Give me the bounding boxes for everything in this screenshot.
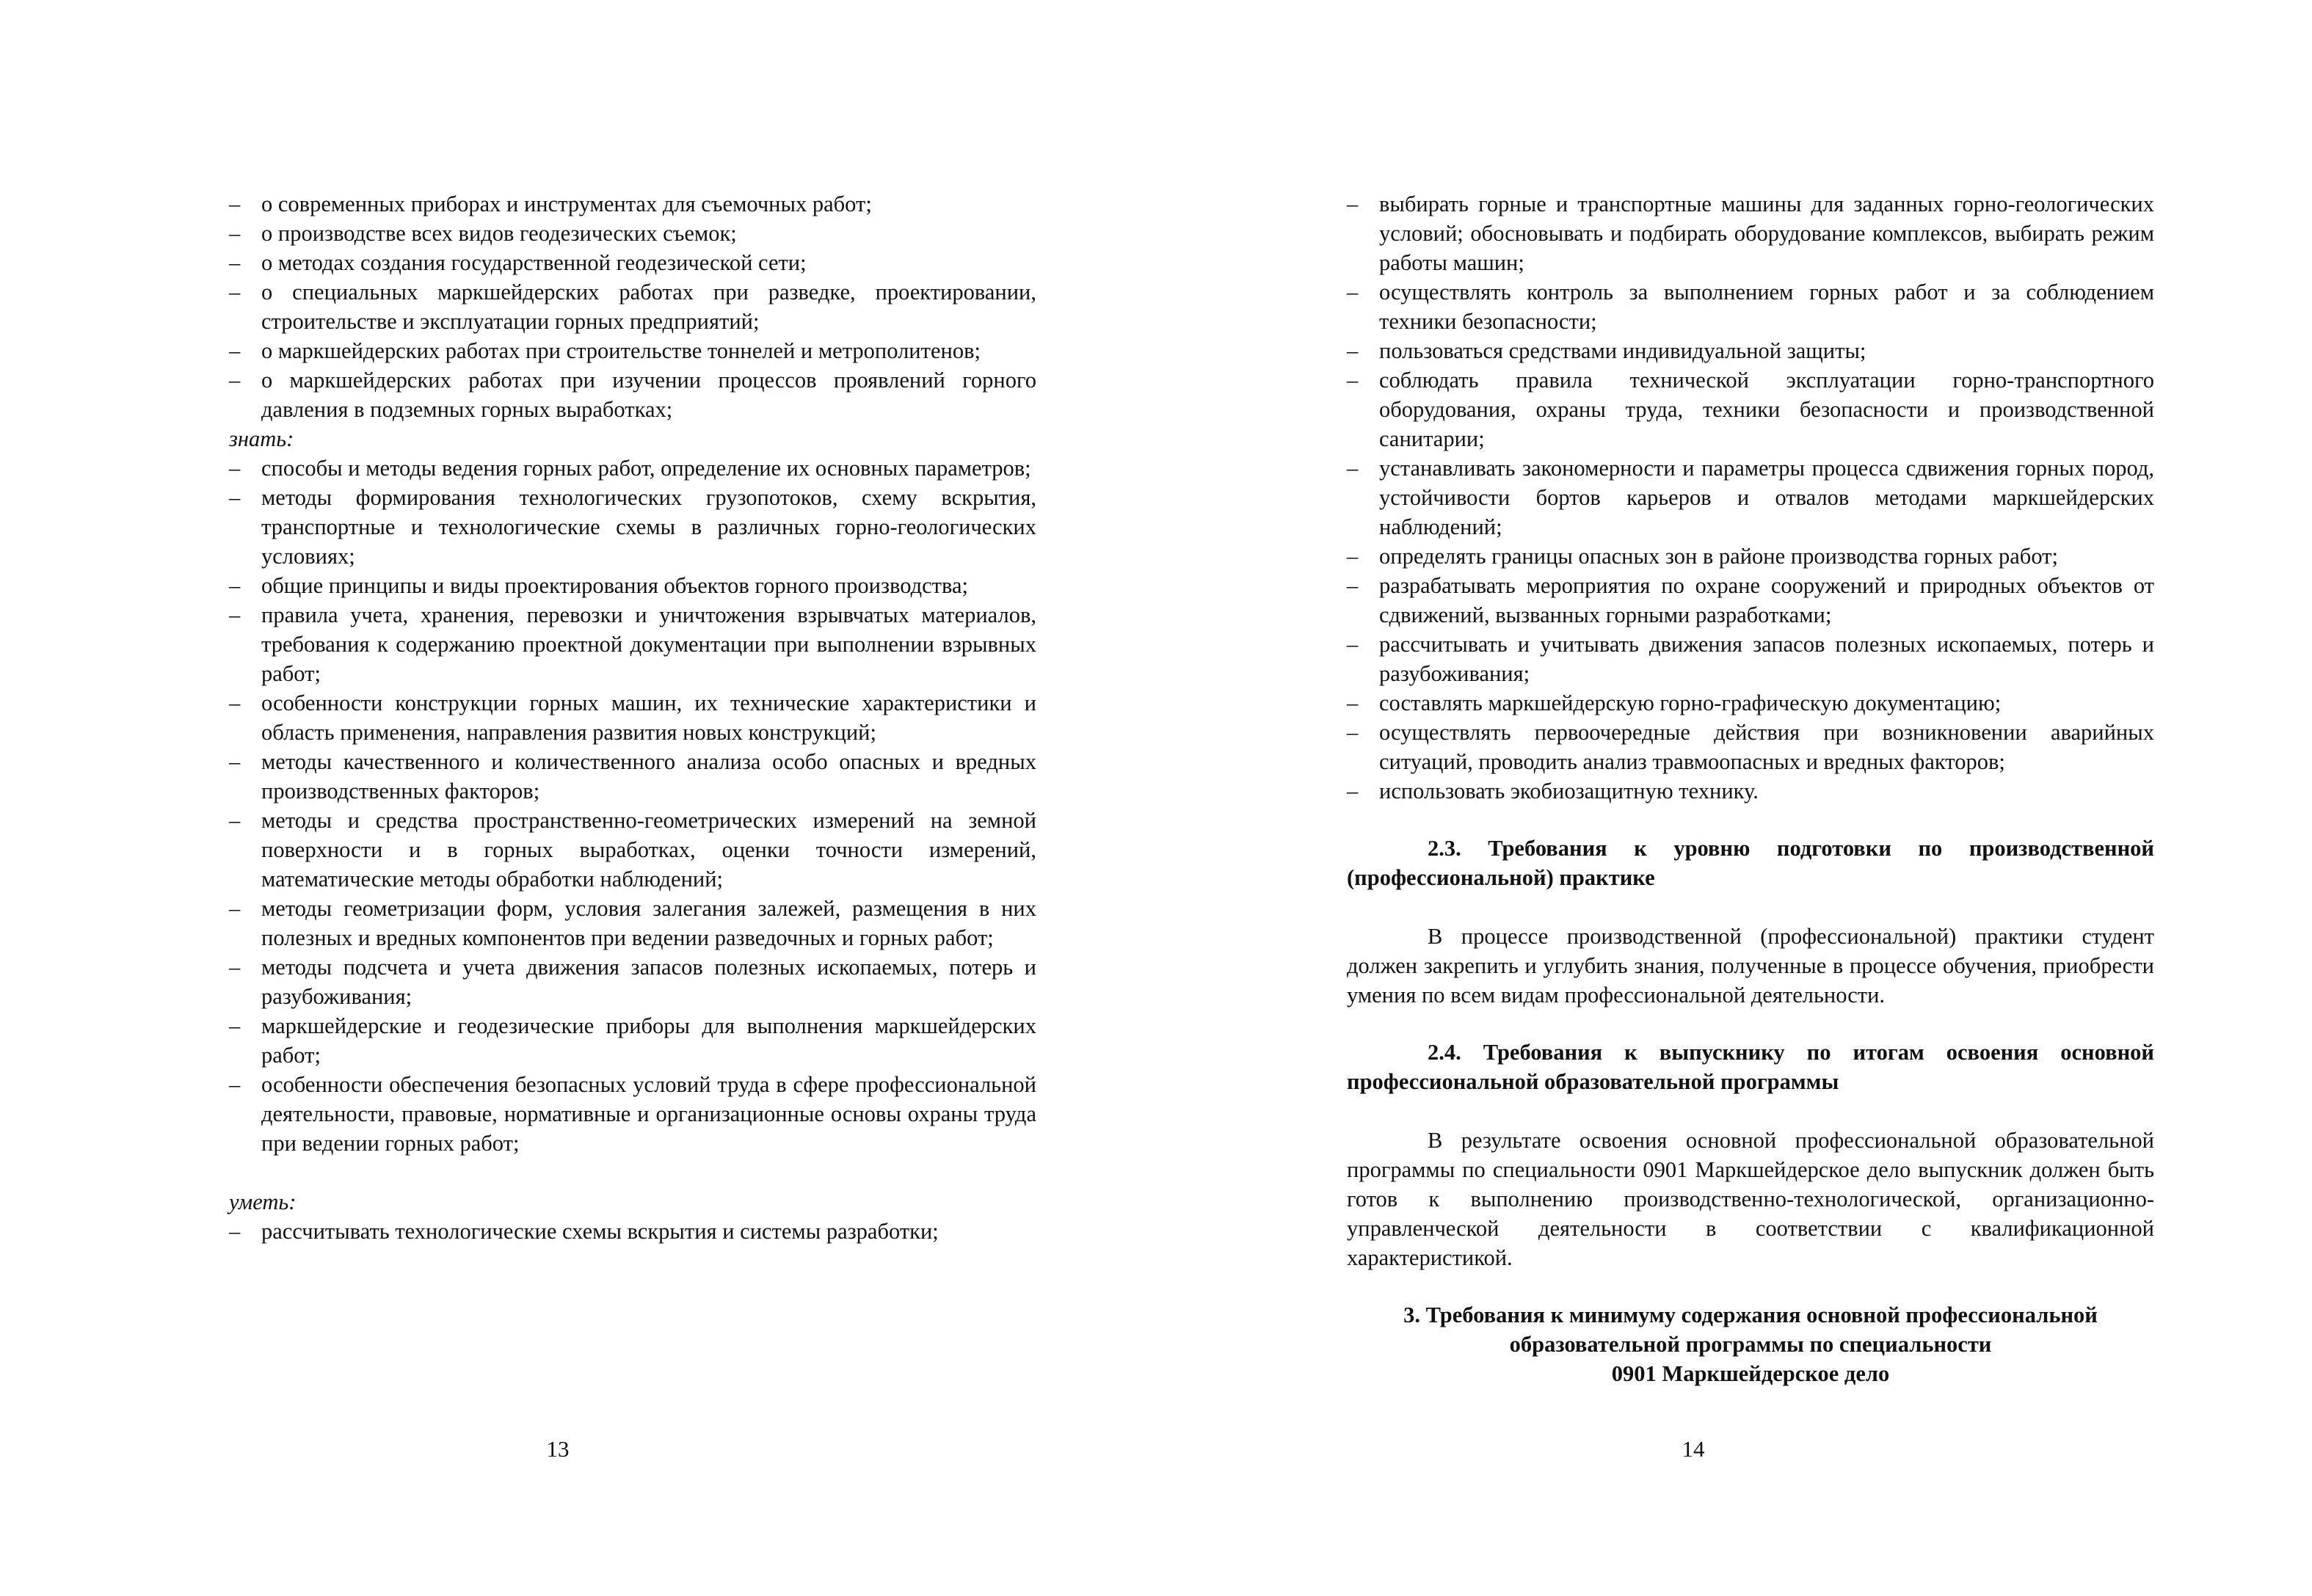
list-item: – о маркшейдерских работах при изучении процессов проявлений горного давления в подземных горных выработках; xyxy=(229,368,1036,422)
list-item: – устанавливать закономерности и параметры процесса сдвижения горных пород, устойчивости бортов карьеров и отвалов методами маркшейдерских наблюдений; xyxy=(1347,456,2154,539)
list-item: – способы и методы ведения горных работ, определение их основных параметров; xyxy=(229,456,1031,481)
list-item: – о современных приборах и инструментах для съемочных работ; xyxy=(229,192,872,216)
list-item: – методы формирования технологических грузопотоков, схему вскрытия, транспортные и технологические схемы в различных горно-геологических условиях; xyxy=(229,485,1036,569)
list-item: – осуществлять первоочередные действия при возникновении аварийных ситуаций, проводить анализ травмоопасных и вредных факторов; xyxy=(1347,720,2154,774)
list-item: – осуществлять контроль за выполнением горных работ и за соблюдением техники безопасности; xyxy=(1347,280,2154,334)
list-item: – методы подсчета и учета движения запасов полезных ископаемых, потерь и разубоживания; xyxy=(229,955,1036,1009)
page-number: 13 xyxy=(546,1436,570,1462)
section-2-4-text: В результате освоения основной профессиональной образовательной программы по специальности 0901 Маркшейдерское дело выпускник должен быть готов к выполнению производственно-технологической, организационно-управленческой деятельности в соответствии с квалификационной характеристикой. xyxy=(1347,1128,2154,1270)
section-3-title-line: 0901 Маркшейдерское дело xyxy=(1611,1361,1890,1386)
section-2-4-heading: 2.4. Требования к выпускнику по итогам освоения основной профессиональной образовательной программы xyxy=(1347,1040,2154,1094)
list-item: – о производстве всех видов геодезических съемок; xyxy=(229,221,737,246)
section-3-title-line: образовательной программы по специальности xyxy=(1509,1332,1992,1357)
list-item: – определять границы опасных зон в районе производства горных работ; xyxy=(1347,544,2058,569)
section-3-title xyxy=(1347,1300,2154,1388)
list-item: – правила учета, хранения, перевозки и уничтожения взрывчатых материалов, требования к содержанию проектной документации при выполнении взрывных работ; xyxy=(229,602,1036,686)
list-item: – общие принципы и виды проектирования объектов горного производства; xyxy=(229,573,969,598)
right-page xyxy=(1156,0,2312,1596)
page-number: 14 xyxy=(1682,1436,1705,1462)
label-able: уметь: xyxy=(229,1189,297,1214)
left-page-content xyxy=(229,189,1036,1246)
list-item: – пользоваться средствами индивидуальной защиты; xyxy=(1347,338,1866,363)
list-item: – маркшейдерские и геодезические приборы для выполнения маркшейдерских работ; xyxy=(229,1013,1036,1068)
list-item: – методы качественного и количественного анализа особо опасных и вредных производственных факторов; xyxy=(229,749,1036,804)
list-item: – разрабатывать мероприятия по охране сооружений и природных объектов от сдвижений, вызванных горными разработками; xyxy=(1347,573,2154,627)
section-2-3-text: В процессе производственной (профессиональной) практики студент должен закрепить и углубить знания, полученные в процессе обучения, приобрести умения по всем видам профессиональной деятельности. xyxy=(1347,924,2154,1007)
list-item: – составлять маркшейдерскую горно-графическую документацию; xyxy=(1347,690,2002,715)
list-item: – о методах создания государственной геодезической сети; xyxy=(229,250,807,275)
list-item: – о маркшейдерских работах при строительстве тоннелей и метрополитенов; xyxy=(229,338,981,363)
label-know: знать: xyxy=(229,426,294,451)
right-page-content xyxy=(1347,189,2154,1388)
section-3-title-line: 3. Требования к минимуму содержания основной профессиональной xyxy=(1403,1302,2098,1327)
list-item: – методы геометризации форм, условия залегания залежей, размещения в них полезных и вредных компонентов при ведении разведочных и горных работ; xyxy=(229,896,1036,950)
list-item: – использовать экобиозащитную технику. xyxy=(1347,779,1759,804)
list-item: – соблюдать правила технической эксплуатации горно-транспортного оборудования, охраны труда, техники безопасности и производственной санитарии; xyxy=(1347,368,2154,451)
list-item: – особенности конструкции горных машин, их технические характеристики и область применения, направления развития новых конструкций; xyxy=(229,690,1036,745)
section-2-3-heading: 2.3. Требования к уровню подготовки по производственной (профессиональной) практике xyxy=(1347,836,2154,890)
list-item: – особенности обеспечения безопасных условий труда в сфере профессиональной деятельности, правовые, нормативные и организационные основы охраны труда при ведении горных работ; xyxy=(229,1072,1036,1156)
list-item: – выбирать горные и транспортные машины для заданных горно-геологических условий; обосновывать и подбирать оборудование комплексов, выбирать режим работы машин; xyxy=(1347,192,2154,275)
list-item: – методы и средства пространственно-геометрических измерений на земной поверхности и в горных выработках, оценки точности измерений, математические методы обработки наблюдений; xyxy=(229,808,1036,892)
list-item: – о специальных маркшейдерских работах при разведке, проектировании, строительстве и эксплуатации горных предприятий; xyxy=(229,280,1036,334)
spacer xyxy=(229,1158,1036,1187)
list-item: – рассчитывать технологические схемы вскрытия и системы разработки; xyxy=(229,1219,939,1244)
list-item: – рассчитывать и учитывать движения запасов полезных ископаемых, потерь и разубоживания; xyxy=(1347,632,2154,686)
